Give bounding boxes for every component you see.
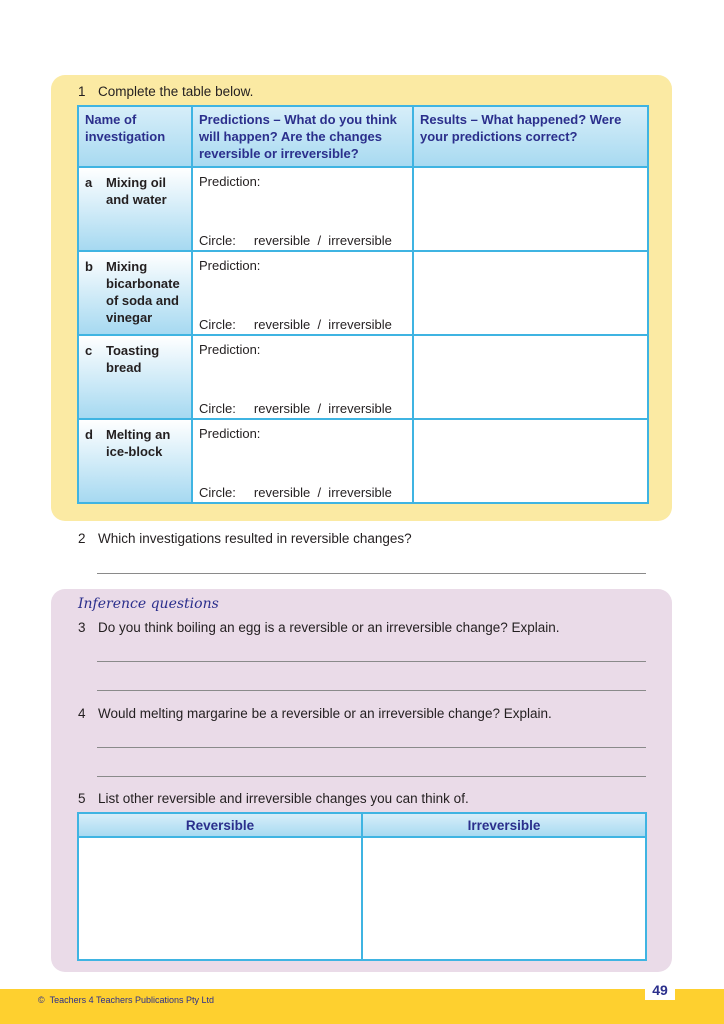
investigation-name: Mixing oil and water: [106, 175, 167, 207]
answer-line[interactable]: [97, 776, 646, 777]
table-row: [78, 419, 648, 503]
prediction-cell[interactable]: [192, 251, 413, 335]
question-2-number: 2: [78, 531, 86, 546]
prediction-cell[interactable]: [192, 335, 413, 419]
prediction-cell[interactable]: [192, 419, 413, 503]
question-1-number: 1: [78, 84, 86, 99]
row-letter: a: [85, 175, 93, 190]
question-1-text: Complete the table below.: [98, 84, 254, 99]
question-5-number: 5: [78, 791, 86, 806]
results-cell[interactable]: [413, 251, 648, 335]
prediction-cell[interactable]: [192, 167, 413, 251]
row-letter: d: [85, 427, 93, 442]
header-results: Results – What happened? Were your predictions correct?: [413, 106, 648, 167]
question-4-number: 4: [78, 706, 86, 721]
copyright-icon: ©: [38, 995, 50, 1005]
prediction-label: Prediction:: [199, 258, 261, 273]
investigation-name: Mixing bicarbonate of soda and vinegar: [106, 259, 180, 325]
prediction-label: Prediction:: [199, 426, 261, 441]
irreversible-header: Irreversible: [362, 813, 646, 837]
table-row: [78, 167, 648, 251]
results-cell[interactable]: [413, 167, 648, 251]
answer-line[interactable]: [97, 747, 646, 748]
investigation-name: Melting an ice-block: [106, 427, 171, 459]
changes-table: [77, 812, 647, 961]
investigation-name: Toasting bread: [106, 343, 160, 375]
question-3-text: Do you think boiling an egg is a reversible or an irreversible change? Explain.: [98, 620, 560, 635]
reversible-answer-cell[interactable]: [78, 837, 362, 960]
circle-options[interactable]: Circle: reversible / irreversible: [199, 317, 392, 332]
circle-options[interactable]: Circle: reversible / irreversible: [199, 485, 392, 500]
copyright-text: Teachers 4 Teachers Publications Pty Ltd: [49, 995, 215, 1005]
copyright: [38, 995, 214, 1005]
results-cell[interactable]: [413, 335, 648, 419]
circle-options[interactable]: Circle: reversible / irreversible: [199, 401, 392, 416]
answer-line[interactable]: [97, 690, 646, 691]
reversible-header: Reversible: [78, 813, 362, 837]
question-3-number: 3: [78, 620, 86, 635]
table-row: [78, 251, 648, 335]
header-predictions: Predictions – What do you think will happen? Are the changes reversible or irreversible?: [192, 106, 413, 167]
answer-line[interactable]: [97, 661, 646, 662]
circle-options[interactable]: Circle: reversible / irreversible: [199, 233, 392, 248]
question-5-text: List other reversible and irreversible changes you can think of.: [98, 791, 469, 806]
header-name: Name of investigation: [78, 106, 192, 167]
prediction-label: Prediction:: [199, 174, 261, 189]
question-4-text: Would melting margarine be a reversible or an irreversible change? Explain.: [98, 706, 552, 721]
answer-line[interactable]: [97, 573, 646, 574]
table-row: [78, 335, 648, 419]
inference-heading: Inference questions: [78, 596, 219, 612]
row-letter: c: [85, 343, 93, 358]
irreversible-answer-cell[interactable]: [362, 837, 646, 960]
results-cell[interactable]: [413, 419, 648, 503]
row-letter: b: [85, 259, 93, 274]
prediction-label: Prediction:: [199, 342, 261, 357]
page-number: 49: [645, 980, 675, 1000]
investigation-table: [77, 105, 649, 504]
question-2-text: Which investigations resulted in reversible changes?: [98, 531, 412, 546]
